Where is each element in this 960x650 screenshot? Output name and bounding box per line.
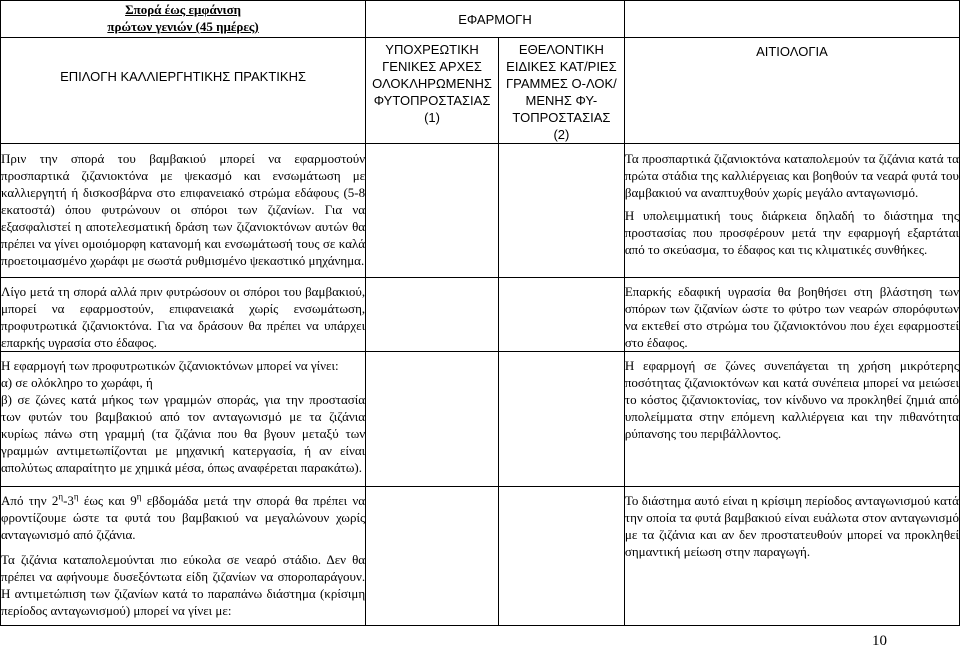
reasoning-text: Επαρκής εδαφική υγρασία θα βοηθήσει στη βλάστηση των σπόρων των ζιζανίων ώστε το φύτρο των νεαρών σπορόφυτων να εκτεθεί στο στρώμα του ζιζανιοκτόνου που έχει εφαρμοστεί στο έδαφος.	[624, 284, 959, 350]
reasoning-text: Η υπολειμματική τους διάρκεια δηλαδή το διάστημα της προστασίας που προσφέρουν μετά την εφαρμογή εξαρτάται από το σκεύασμα, το έδαφος και τις κλιματικές συνθήκες.	[624, 208, 959, 257]
stage-title-cell	[1, 1, 366, 38]
optional-column-header: ΕΘΕΛΟΝΤΙΚΗ ΕΙΔΙΚΕΣ ΚΑΤ/ΡΙΕΣ ΓΡΑΜΜΕΣ Ο-ΛΟΚ/ΜΕΝΗΣ ΦΥ-ΤΟΠΡΟΣΤΑΣΙΑΣ (2)	[498, 38, 624, 144]
mandatory-cell-3	[366, 352, 499, 487]
reasoning-cell-3	[624, 352, 959, 487]
ordinal-sup: η	[136, 491, 142, 502]
stage-title-line2: πρώτων γενιών (45 ημέρες)	[107, 19, 259, 34]
reasoning-text: Το διάστημα αυτό είναι η κρίσιμη περίοδος ανταγωνισμού κατά την οποία τα φυτά βαμβακιού είναι ευάλωτα στον ανταγωνισμό με τα ζιζάνια και αν δεν προστατευθούν μπορεί να προκληθεί σημαντική μείωση στην παραγωγή.	[624, 493, 959, 559]
practice-fragment: έως και 9	[78, 493, 137, 508]
practice-fragment: εβδομάδα μετά την σπορά θα πρέπει να φροντίζουμε ώστε τα φυτά του βαμβακιού να μεγαλώνουν χωρίς ανταγωνισμό από ζιζάνια.	[1, 493, 366, 542]
optional-cell-1	[498, 144, 624, 278]
practice-cell-2	[1, 278, 366, 352]
practice-column-header: ΕΠΙΛΟΓΗ ΚΑΛΛΙΕΡΓΗΤΙΚΗΣ ΠΡΑΚΤΙΚΗΣ	[1, 38, 366, 144]
optional-cell-3	[498, 352, 624, 487]
ordinal-sup: η	[73, 491, 79, 502]
reasoning-cell-2	[624, 278, 959, 352]
practice-cell-3	[1, 352, 366, 487]
optional-cell-4	[498, 487, 624, 626]
page-number: 10	[872, 633, 887, 649]
reasoning-cell-4	[624, 487, 959, 626]
stage-title-line1: Σπορά έως εμφάνιση	[125, 2, 242, 17]
practice-text: Λίγο μετά τη σπορά αλλά πριν φυτρώσουν οι σπόροι του βαμβακιού, μπορεί να εφαρμοστούν, επιφανειακά χωρίς ενσωμάτωση, προφυτρωτικά ζιζανιοκτόνα. Για να δράσουν θα πρέπει να υπάρχει επαρκής υγρασία στο έδαφος.	[1, 284, 366, 350]
mandatory-cell-1	[366, 144, 499, 278]
ordinal-sup: η	[58, 491, 64, 502]
reasoning-cell-1	[624, 144, 959, 278]
mandatory-cell-4	[366, 487, 499, 626]
practice-text: β) σε ζώνες κατά μήκος των γραμμών σποράς, για την προστασία των φυτών του βαμβακιού από τον ανταγωνισμό με τα ζιζάνια κυρίως πάνω στη γραμμή (τα ζιζάνια που θα βγουν μεταξύ των γραμμών αντιμετωπίζονται με μηχανική κατεργασία, ή αν είναι απολύτως απαραίτητο με χημικά μέσα, όπως αναφέρεται παρακάτω).	[1, 392, 366, 475]
practice-text: Πριν την σπορά του βαμβακιού μπορεί να εφαρμοστούν προσπαρτικά ζιζανιοκτόνα με ψεκασμό και ενσωμάτωση με καλλιεργητή ή δισκοσβάρνα στο επιφανειακό στρώμα εδάφους (5-8 εκατοστά) όπου φυτρώνουν οι σπόροι των ζιζανίων. Για να εξασφαλιστεί η αποτελεσματική δράση των ζιζανιοκτόνων αυτών θα πρέπει να γίνει ομοιόμορφη κατανομή και ενσωμάτωσή τους σε καλά προετοιμασμένο χωράφι με σωστά ρυθμισμένο ψεκαστικό μηχάνημα.	[1, 151, 366, 268]
practice-cell-1	[1, 144, 366, 278]
practice-fragment: Από την 2	[1, 493, 59, 508]
application-header: ΕΦΑΡΜΟΓΗ	[366, 1, 625, 38]
practice-text: Τα ζιζάνια καταπολεμούνται πιο εύκολα σε νεαρό στάδιο. Δεν θα πρέπει να αφήνουμε δυσεξόντωτα είδη ζιζανίων να σποροπαράγουν. Η αντιμετώπιση των ζιζανίων κατά το παραπάνω διάστημα (κρίσιμη περίοδος ανταγωνισμού) μπορεί να γίνει με:	[1, 552, 366, 618]
mandatory-cell-2	[366, 278, 499, 352]
optional-cell-2	[498, 278, 624, 352]
practice-fragment: -3	[63, 493, 74, 508]
practice-text: α) σε ολόκληρο το χωράφι, ή	[1, 375, 153, 390]
reasoning-text: Τα προσπαρτικά ζιζανιοκτόνα καταπολεμούν τα ζιζάνια κατά τα πρώτα στάδια της καλλιέργειας και βοηθούν τα νεαρά φυτά του βαμβακιού να αναπτυχθούν χωρίς μεγάλο ανταγωνισμό.	[624, 151, 959, 200]
reasoning-column-header: ΑΙΤΙΟΛΟΓΙΑ	[624, 38, 959, 144]
practice-cell-4	[1, 487, 366, 626]
empty-header-cell	[624, 1, 959, 38]
reasoning-text: Η εφαρμογή σε ζώνες συνεπάγεται τη χρήση μικρότερης ποσότητας ζιζανιοκτόνων και κατά συνέπεια μπορεί να μειώσει το κόστος ζιζανιοκτονίας, τον κίνδυνο να προκληθεί ζημιά από υπολείμματα στην επόμενη καλλιέργεια και την πιθανότητα ρύπανσης του περιβάλλοντος.	[624, 358, 959, 441]
mandatory-column-header: ΥΠΟΧΡΕΩΤΙΚΗ ΓΕΝΙΚΕΣ ΑΡΧΕΣ ΟΛΟΚΛΗΡΩΜΕΝΗΣ ΦΥΤΟΠΡΟΣΤΑΣΙΑΣ (1)	[366, 38, 499, 144]
practice-text-intro	[1, 492, 365, 543]
practice-text: Η εφαρμογή των προφυτρωτικών ζιζανιοκτόνων μπορεί να γίνει:	[1, 358, 339, 373]
